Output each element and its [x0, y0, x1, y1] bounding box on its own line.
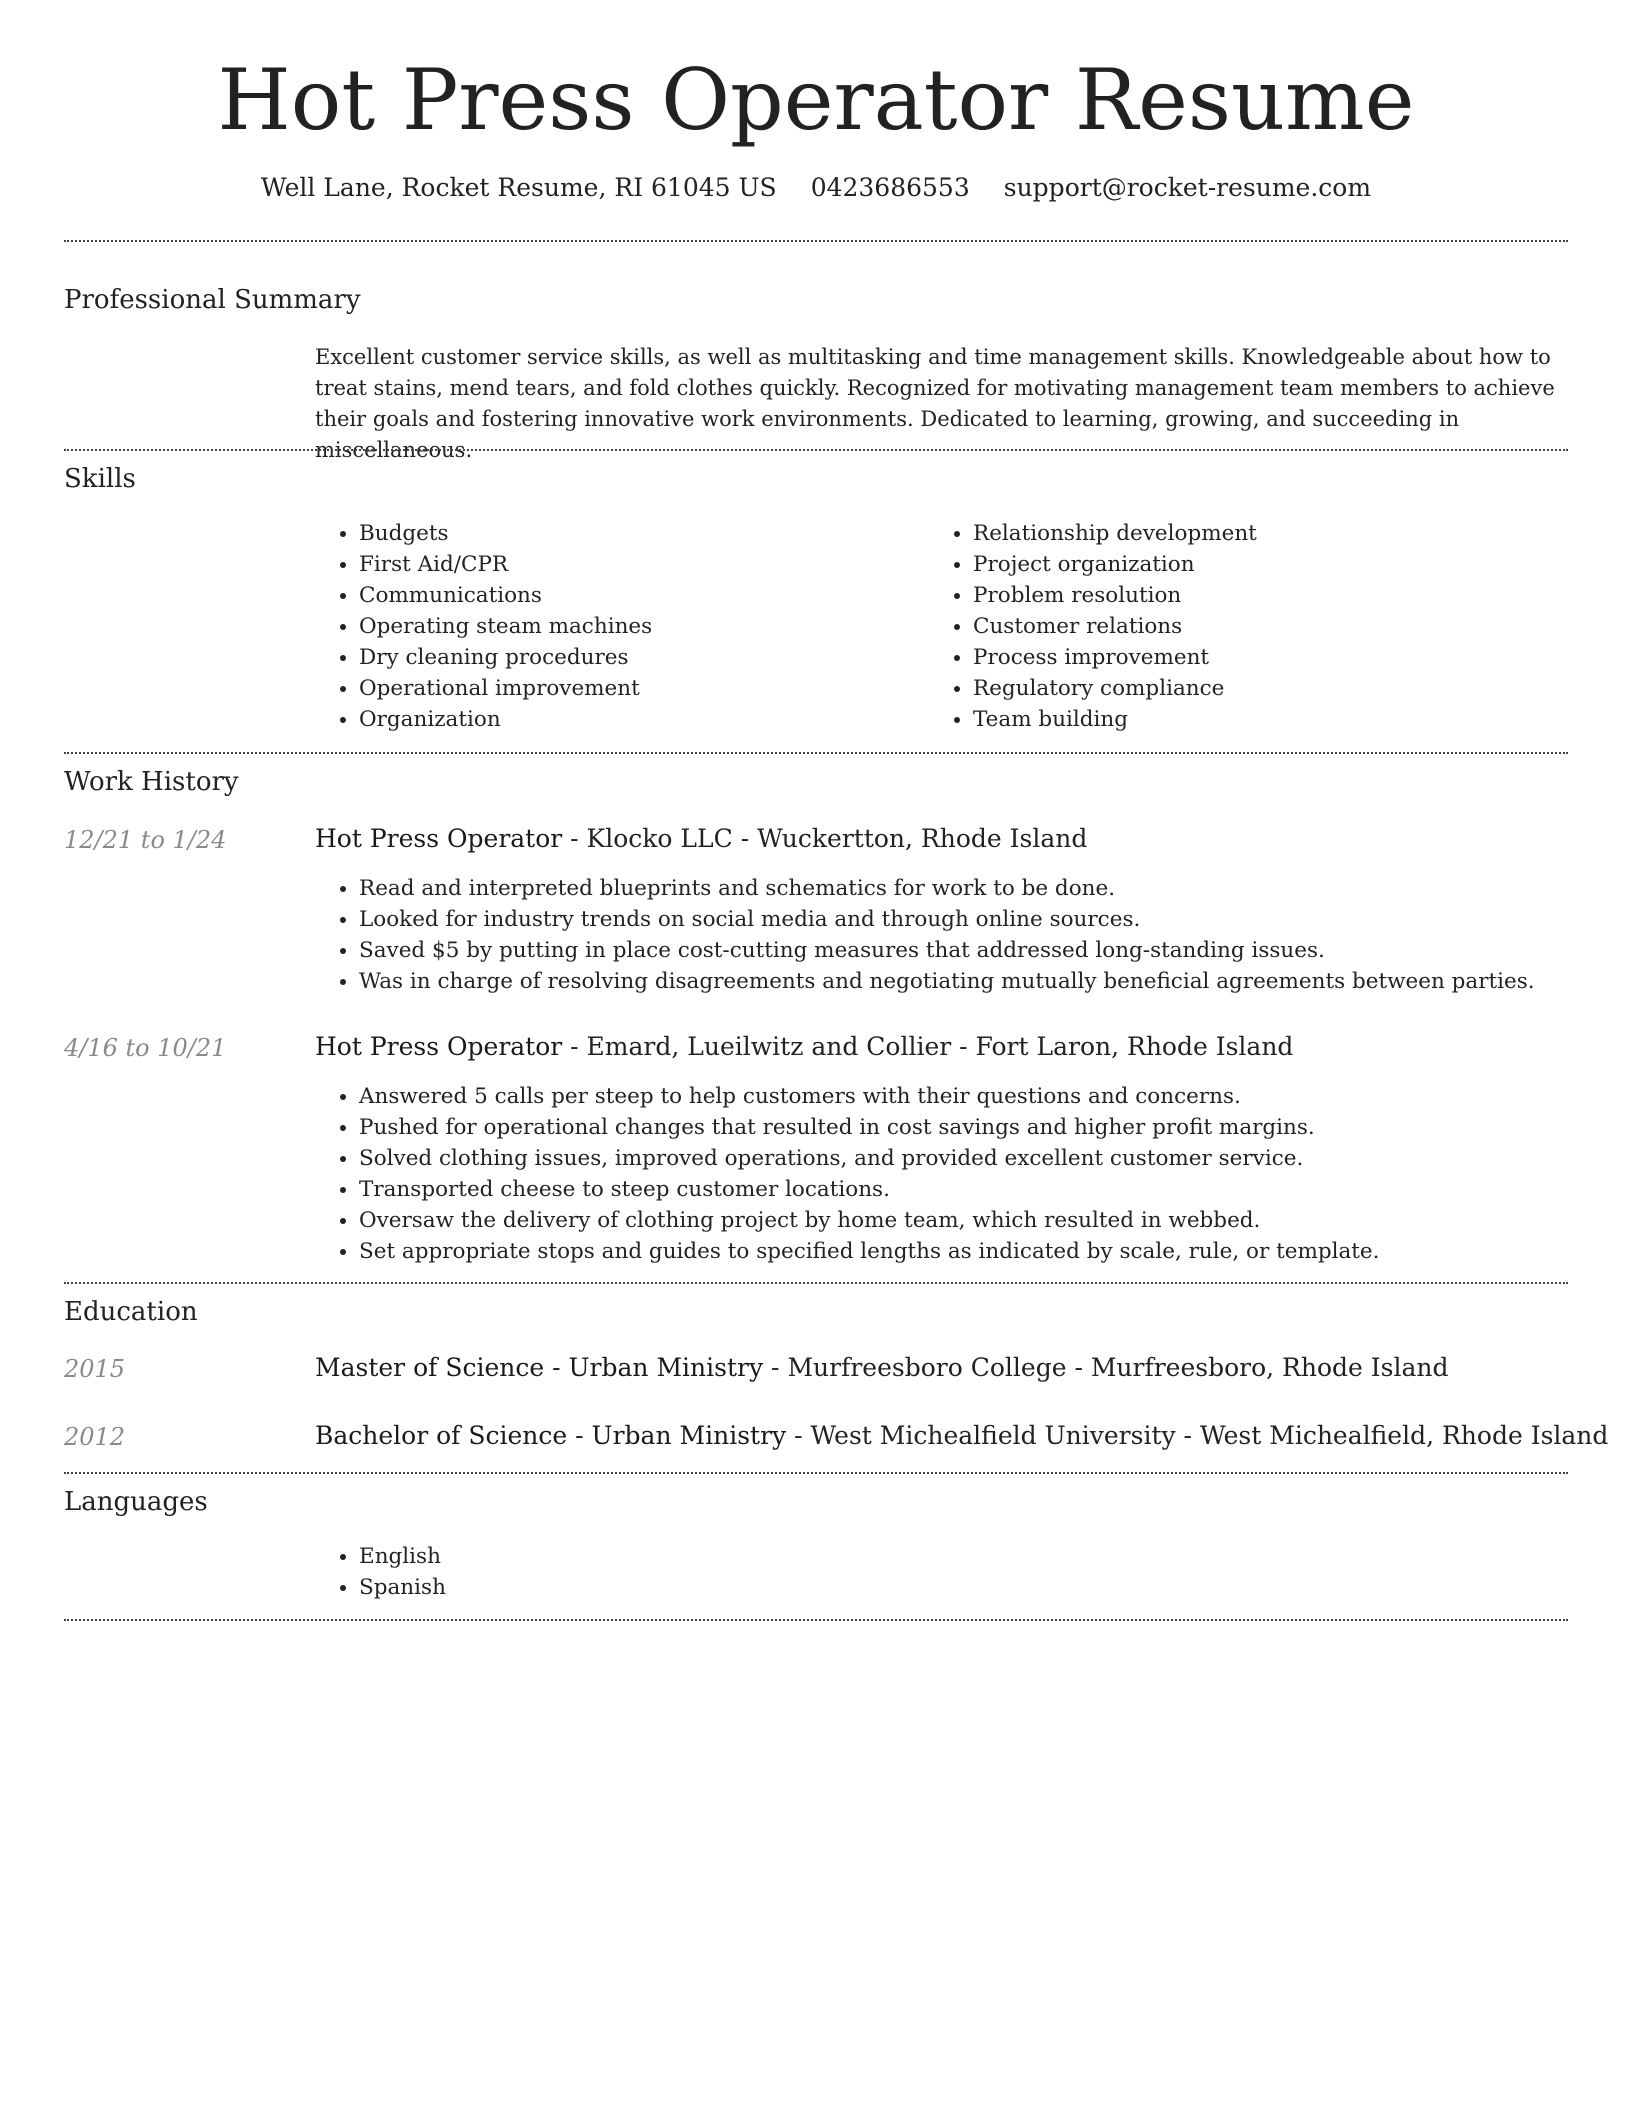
job-bullets — [315, 873, 1612, 997]
section-divider — [64, 1282, 1568, 1284]
education-degree: Master of Science - Urban Ministry — [315, 1353, 764, 1382]
skill-item: • Team building — [973, 704, 1573, 735]
language-item: • English — [359, 1541, 959, 1572]
job-bullet: • Pushed for operational changes that resulted in cost savings and higher profit margins. — [359, 1112, 1612, 1143]
skill-item: • Communications — [359, 580, 929, 611]
job-bullet: • Read and interpreted blueprints and schematics for work to be done. — [359, 873, 1612, 904]
job-employer: - Klocko LLC - Wuckertton, Rhode Island — [562, 824, 1088, 853]
skills-list-left — [315, 518, 929, 735]
job-bullet: • Answered 5 calls per steep to help customers with their questions and concerns. — [359, 1081, 1612, 1112]
education-entry — [315, 1350, 1449, 1386]
education-year: 2015 — [64, 1355, 126, 1383]
section-divider — [64, 240, 1568, 242]
education-heading: Education — [64, 1297, 198, 1327]
resume-title: Hot Press Operator Resume — [217, 51, 1415, 149]
skill-item: • Organization — [359, 704, 929, 735]
job-bullet: • Oversaw the delivery of clothing project by home team, which resulted in webbed. — [359, 1205, 1612, 1236]
job-bullet: • Transported cheese to steep customer locations. — [359, 1174, 1612, 1205]
skills-heading: Skills — [64, 464, 136, 494]
job-bullet: • Set appropriate stops and guides to specified lengths as indicated by scale, rule, or template. — [359, 1236, 1612, 1267]
job-title — [315, 821, 1087, 857]
skill-item: • First Aid/CPR — [359, 549, 929, 580]
contact-phone: 0423686553 — [810, 173, 970, 202]
languages-heading: Languages — [64, 1487, 208, 1517]
languages-list — [315, 1541, 959, 1603]
job-title — [315, 1029, 1293, 1065]
skill-item: • Dry cleaning procedures — [359, 642, 929, 673]
skill-item: • Problem resolution — [973, 580, 1573, 611]
section-divider — [64, 1472, 1568, 1474]
skill-item: • Process improvement — [973, 642, 1573, 673]
section-divider — [64, 752, 1568, 754]
education-degree: Bachelor of Science - Urban Ministry — [315, 1421, 787, 1450]
job-dates: 4/16 to 10/21 — [64, 1034, 227, 1062]
skill-item: • Operational improvement — [359, 673, 929, 704]
education-entry — [315, 1418, 1608, 1454]
work-heading: Work History — [64, 767, 239, 797]
section-divider — [64, 449, 1568, 451]
job-position: Hot Press Operator — [315, 824, 563, 853]
skill-item: • Customer relations — [973, 611, 1573, 642]
skill-item: • Regulatory compliance — [973, 673, 1573, 704]
education-year: 2012 — [64, 1423, 126, 1451]
skills-list-right — [929, 518, 1573, 735]
skill-item: • Project organization — [973, 549, 1573, 580]
job-bullet: • Saved $5 by putting in place cost-cutting measures that addressed long-standing issues. — [359, 935, 1612, 966]
skill-item: • Relationship development — [973, 518, 1573, 549]
education-school: - West Michealfield University - West Michealfield, Rhode Island — [786, 1421, 1609, 1450]
job-bullet: • Looked for industry trends on social media and through online sources. — [359, 904, 1612, 935]
job-bullet: • Solved clothing issues, improved operations, and provided excellent customer service. — [359, 1143, 1612, 1174]
contact-email: support@rocket-resume.com — [1003, 173, 1372, 202]
job-position: Hot Press Operator — [315, 1032, 563, 1061]
job-bullets — [315, 1081, 1612, 1267]
job-bullet: • Was in charge of resolving disagreements and negotiating mutually beneficial agreements between parties. — [359, 966, 1612, 997]
job-employer: - Emard, Lueilwitz and Collier - Fort Laron, Rhode Island — [562, 1032, 1294, 1061]
skill-item: • Budgets — [359, 518, 929, 549]
education-school: - Murfreesboro College - Murfreesboro, Rhode Island — [763, 1353, 1449, 1382]
section-divider — [64, 1619, 1568, 1621]
summary-text: Excellent customer service skills, as well as multitasking and time management skills. Knowledgeable about how to treat stains, mend tears, and fold clothes quickly. Recognized for motivating management team members to achieve their goals and fostering innovative work environments. Dedicated to learning, growing, and succeeding in miscellaneous. — [315, 345, 1555, 462]
job-dates: 12/21 to 1/24 — [64, 826, 227, 854]
skill-item: • Operating steam machines — [359, 611, 929, 642]
contact-line — [0, 170, 1632, 206]
language-item: • Spanish — [359, 1572, 959, 1603]
summary-heading: Professional Summary — [64, 285, 361, 315]
contact-address: Well Lane, Rocket Resume, RI 61045 US — [260, 173, 777, 202]
